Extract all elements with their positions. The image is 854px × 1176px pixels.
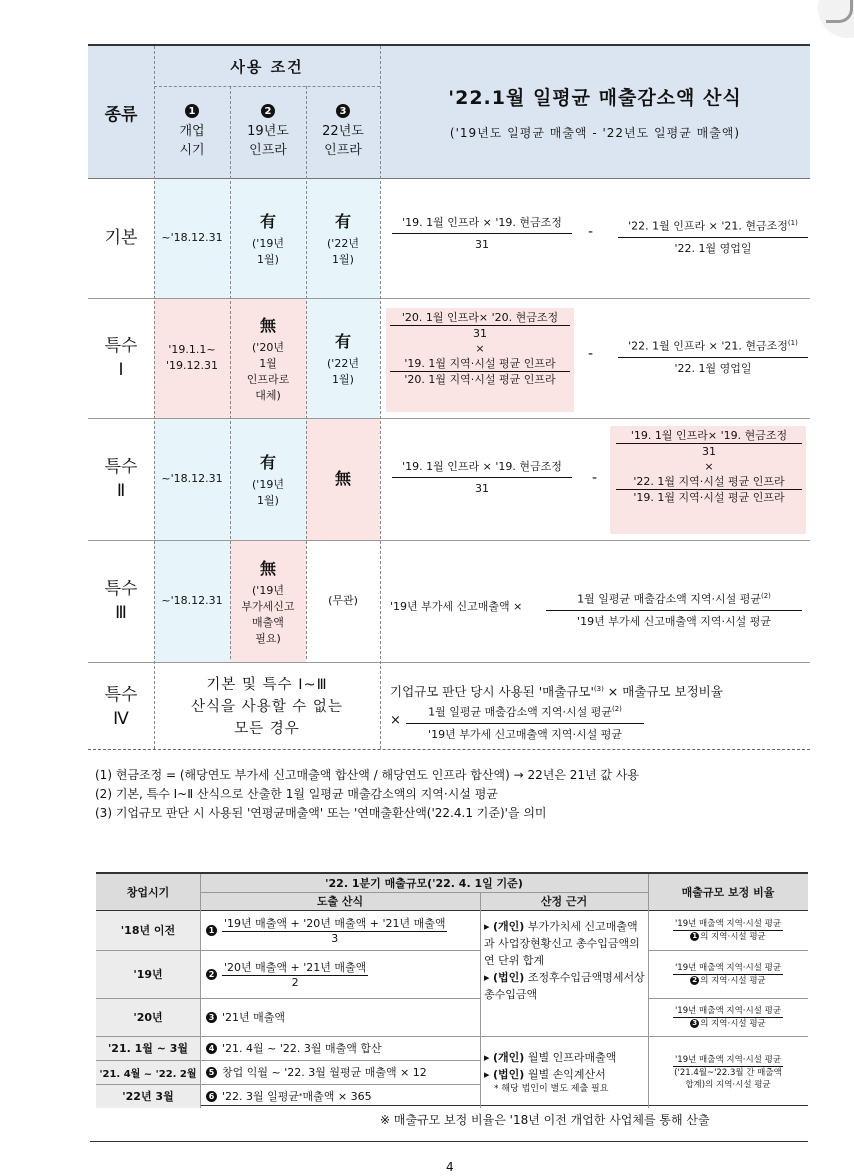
t2-row5-period: '21. 4월 ~ '22. 2월 <box>99 1068 197 1080</box>
header-cond3: 3 22년도 인프라 <box>306 86 380 178</box>
t2-row1-formula: 1 '19년 매출액 + '20년 매출액 + '21년 매출액 3 <box>206 910 478 950</box>
basic-left-fraction: '19. 1월 인프라 × '19. 현금조정 31 <box>392 216 572 252</box>
row-basic-infra22: 有 ('22년 1월) <box>327 211 359 266</box>
row-special1-infra19: 無 ('20년 1월 인프라로 대체) <box>246 315 290 402</box>
special1-right-fraction: '22. 1월 인프라 × '21. 현금조정$^{(1)}$ '22. 1월 영업일 <box>618 336 808 376</box>
t2-header-period: 창업시기 <box>96 874 200 910</box>
basis-individual-monthly: ▸ (개인) 월별 인프라매출액 <box>484 1051 617 1064</box>
number-2-icon: 2 <box>261 104 275 118</box>
special2-minus: - <box>592 470 598 486</box>
t2-header-basis: 산정 근거 <box>480 892 648 910</box>
basis-individual: ▸ (개인) 부가가치세 신고매출액과 사업장현황신고 총수입금액의 연 단위 합계 <box>484 920 640 967</box>
basic-minus: - <box>588 224 594 240</box>
note-3: (3) 기업규모 판단 시 사용된 '연평균매출액' 또는 '연매출환산액('22.4.1 기준)'을 의미 <box>95 806 547 820</box>
special3-prefix: '19년 부가세 신고매출액 × <box>390 600 523 613</box>
divider <box>154 86 380 87</box>
special4-line1: 기업규모 판단 당시 사용된 '매출규모'$^{(3)}$ × 매출규모 보정비율 <box>390 684 723 700</box>
t2-header-ratio: 매출규모 보정 비율 <box>648 874 808 910</box>
row-special1-infra22: 有 ('22년 1월) <box>327 331 359 386</box>
bottom-divider <box>90 1141 808 1142</box>
basis-corporate-monthly: ▸ (법인) 월별 손익계산서 <box>484 1068 606 1081</box>
special3-fraction: 1월 일평균 매출감소액 지역·시설 평균$^{(2)}$ '19년 부가세 신고매출액 지역·시설 평균 <box>546 589 802 629</box>
note-1: (1) 현금조정 = (해당연도 부가세 신고매출액 합산액 / 해당연도 인프라 합산액) → 22년은 21년 값 사용 <box>95 768 639 782</box>
number-3-icon: 3 <box>206 1012 217 1023</box>
sales-scale-table <box>96 872 808 1106</box>
number-6-icon: 6 <box>206 1091 217 1102</box>
number-3-icon: 3 <box>690 1019 699 1028</box>
formula-title: '22.1월 일평균 매출감소액 산식 <box>448 87 742 109</box>
row-special3-infra19: 無 ('19년 부가세신고 매출액 필요) <box>241 558 295 645</box>
special2-left-fraction: '19. 1월 인프라 × '19. 현금조정 31 <box>392 460 572 496</box>
table2-footnote: ※ 매출규모 보정 비율은 '18년 이전 개업한 사업체를 통해 산출 <box>380 1113 710 1127</box>
special4-fraction: 1월 일평균 매출감소액 지역·시설 평균$^{(2)}$ '19년 부가세 신고매출액 지역·시설 평균 <box>406 702 644 742</box>
t2-row2-formula: 2 '20년 매출액 + '21년 매출액 2 <box>206 950 478 998</box>
divider <box>200 874 201 1108</box>
row-basic-period: ~'18.12.31 <box>161 231 223 244</box>
header-formula <box>380 46 810 178</box>
special1-left-formula: '20. 1월 인프라× '20. 현금조정 31 × '19. 1월 지역·시설 평균 인프라 '20. 1월 지역·시설 평균 인프라 <box>390 310 570 387</box>
page-corner-decoration <box>818 0 854 38</box>
row-special2-infra22: 無 <box>334 468 351 488</box>
row-special1-label: 특수 Ⅰ <box>104 336 138 380</box>
row-special3-period: ~'18.12.31 <box>161 594 223 607</box>
number-2-icon: 2 <box>690 976 699 985</box>
basis-note: * 해당 법인이 별도 제출 필요 <box>494 1084 609 1094</box>
t2-row4-formula: 4 '21. 4월 ~ '22. 3월 매출액 합산 <box>206 1036 478 1060</box>
row-special2-infra19: 有 ('19년 1월) <box>252 452 284 507</box>
t2-row3-formula: 3 '21년 매출액 <box>206 998 478 1036</box>
special4-prefix: × <box>390 713 401 728</box>
notes <box>95 766 639 823</box>
number-4-icon: 4 <box>206 1043 217 1054</box>
header-cond2: 2 19년도 인프라 <box>230 86 306 178</box>
header-type <box>88 46 154 178</box>
header-type-label: 종류 <box>104 104 138 125</box>
row-special1-period: '19.1.1~ '19.12.31 <box>165 343 218 372</box>
number-3-icon: 3 <box>336 104 350 118</box>
row-basic-infra19: 有 ('19년 1월) <box>252 211 284 266</box>
t2-row5-formula: 5 창업 익월 ~ '22. 3월 월평균 매출액 × 12 <box>206 1060 478 1084</box>
row-basic-label: 기본 <box>104 228 138 248</box>
t2-row456-ratio: '19년 매출액 지역·시설 평균 ('21.4월~'22.3월 간 매출액 합계)의 지역·시설 평균 <box>674 1054 782 1090</box>
divider <box>480 892 481 1108</box>
basic-right-fraction: '22. 1월 인프라 × '21. 현금조정$^{(1)}$ '22. 1월 영업일 <box>618 216 808 256</box>
header-conditions <box>154 46 380 86</box>
t2-row2-ratio: '19년 매출액 지역·시설 평균 2 의 지역·시설 평균 <box>674 962 782 986</box>
row-special4-condition: 기본 및 특수 Ⅰ~Ⅲ 산식을 사용할 수 없는 모든 경우 <box>191 677 343 737</box>
t2-row6-period: '22년 3월 <box>122 1090 174 1103</box>
note-2: (2) 기본, 특수 Ⅰ~Ⅱ 산식으로 산출한 1월 일평균 매출감소액의 지역·시설 평균 <box>95 787 498 801</box>
page-number: 4 <box>446 1160 454 1174</box>
t2-row3-ratio: '19년 매출액 지역·시설 평균 3 의 지역·시설 평균 <box>674 1005 782 1029</box>
t2-header-method: 도출 산식 <box>200 892 480 910</box>
t2-basis-monthly <box>484 1038 646 1106</box>
t2-row6-formula: 6 '22. 3월 일평균 * 매출액 × 365 <box>206 1084 478 1108</box>
t2-row2-period: '19년 <box>133 968 163 981</box>
formula-table <box>88 44 810 750</box>
header-conditions-label: 사용 조건 <box>230 57 304 76</box>
t2-row1-ratio: '19년 매출액 지역·시설 평균 1 의 지역·시설 평균 <box>674 918 782 942</box>
basis-corporate: ▸ (법인) 조정후수입금액명세서상 총수입금액 <box>484 971 645 1001</box>
t2-row1-period: '18년 이전 <box>120 924 176 937</box>
number-5-icon: 5 <box>206 1067 217 1078</box>
row-special2-label: 특수 Ⅱ <box>104 457 138 501</box>
row-special3-label: 특수 Ⅲ <box>104 579 138 623</box>
number-1-icon: 1 <box>690 932 699 941</box>
header-cond1: 1 개업 시기 <box>154 86 230 178</box>
t2-row4-period: '21. 1월 ~ 3월 <box>107 1042 189 1055</box>
t2-header-scale: '22. 1분기 매출규모('22. 4. 1일 기준) <box>200 874 648 892</box>
number-1-icon: 1 <box>206 925 217 936</box>
row-special4-label: 특수 Ⅳ <box>104 685 138 729</box>
row-special3-infra22: (무관) <box>328 594 358 607</box>
row-special2-period: ~'18.12.31 <box>161 472 223 485</box>
number-2-icon: 2 <box>206 969 217 980</box>
divider <box>200 892 648 893</box>
special1-minus: - <box>588 346 594 362</box>
t2-row3-period: '20년 <box>133 1011 163 1024</box>
special2-right-formula: '19. 1월 인프라× '19. 현금조정 31 × '22. 1월 지역·시설 평균 인프라 '19. 1월 지역·시설 평균 인프라 <box>616 428 802 505</box>
divider <box>380 46 381 749</box>
formula-subtitle: ('19년도 일평균 매출액 - '22년도 일평균 매출액) <box>449 126 741 140</box>
t2-basis-annual <box>484 918 646 1030</box>
number-1-icon: 1 <box>185 104 199 118</box>
